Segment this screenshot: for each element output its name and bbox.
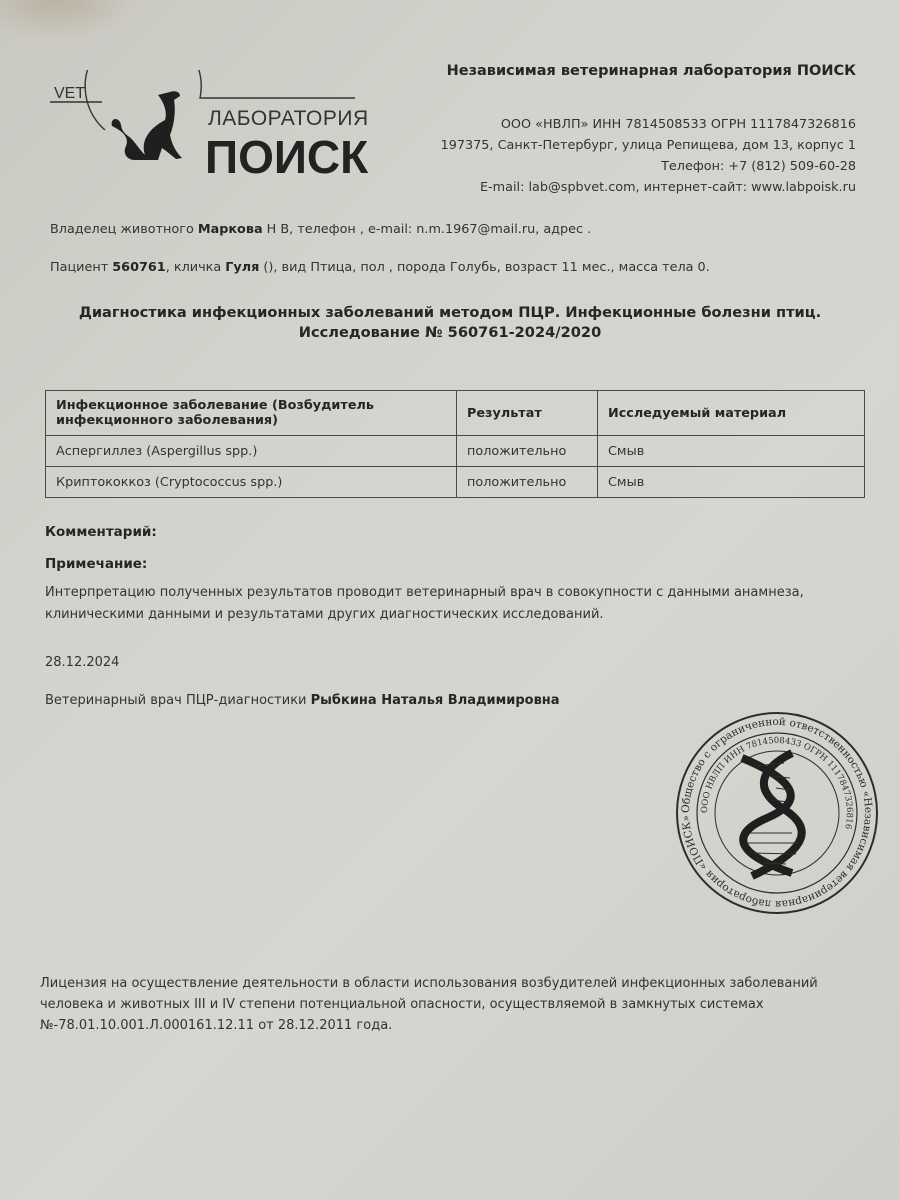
heading-line-1: Диагностика инфекционных заболеваний методом ПЦР. Инфекционные болезни птиц.	[78, 304, 822, 321]
patient-label: Пациент	[50, 260, 113, 275]
logo-name: ПОИСК	[205, 131, 369, 183]
lab-contacts: E-mail: lab@spbvet.com, интернет-сайт: www.labpoisk.ru	[479, 180, 856, 195]
doctor-line	[45, 693, 560, 708]
cell-disease: Криптококкоз (Cryptococcus spp.)	[46, 467, 457, 498]
patient-nick-label: , кличка	[165, 260, 226, 275]
lab-info	[441, 114, 856, 198]
paper-shadow	[0, 0, 140, 40]
lab-logo	[50, 70, 370, 190]
lab-address: 197375, Санкт-Петербург, улица Репищева, дом 13, корпус 1	[440, 138, 856, 153]
note-text: Интерпретацию полученных результатов проводит ветеринарный врач в совокупности с данными анамнеза, клиническими данными и результатами других диагностических исследований.	[45, 585, 804, 622]
owner-name: Маркова	[197, 222, 263, 237]
heading-line-2: Исследование № 560761-2024/2020	[298, 324, 602, 341]
lab-stamp	[672, 708, 882, 918]
cell-result: положительно	[457, 436, 598, 467]
lab-phone: Телефон: +7 (812) 509-60-28	[661, 159, 856, 174]
cell-result: положительно	[457, 467, 598, 498]
header-disease: Инфекционное заболевание (Возбудитель инфекционного заболевания)	[46, 391, 457, 436]
owner-label: Владелец животного	[50, 222, 198, 237]
lab-company: ООО «НВЛП» ИНН 7814508533 ОГРН 1117847326816	[500, 117, 856, 132]
stamp-outer-textpath: Общество с ограниченной ответственностью «Независимая ветеринарная лаборатория «ПОИСК»	[679, 715, 875, 911]
dog-icon	[112, 91, 182, 160]
patient-id: 560761	[112, 260, 166, 275]
table-header-row	[46, 391, 865, 436]
doctor-label: Ветеринарный врач ПЦР-диагностики	[45, 693, 311, 708]
document-heading	[0, 303, 900, 343]
doctor-name: Рыбкина Наталья Владимировна	[310, 693, 560, 708]
table-row	[46, 436, 865, 467]
header-result: Результат	[457, 391, 598, 436]
patient-line	[50, 260, 710, 275]
header-material: Исследуемый материал	[598, 391, 865, 436]
cell-disease: Аспергиллез (Aspergillus spp.)	[46, 436, 457, 467]
patient-nick: Гуля	[225, 260, 260, 275]
owner-details: Н В, телефон , e-mail: n.m.1967@mail.ru, адрес .	[262, 222, 592, 237]
lab-title: Независимая ветеринарная лаборатория ПОИСК	[446, 63, 856, 79]
note-label: Примечание:	[45, 556, 148, 572]
license-text: Лицензия на осуществление деятельности в области использования возбудителей инфекционных заболеваний человека и животных III и IV степени потенциальной опасности, осуществляемой в замкнутых системах №-78.01.10.001.Л.000161.12.11 от 28.12.2011 года.	[40, 976, 818, 1033]
stamp-inner-textpath: ООО НВЛП ИНН 7814508433 ОГРН 1117847326816	[699, 735, 855, 830]
comment-label: Комментарий:	[45, 524, 157, 540]
results-table	[45, 390, 865, 498]
logo-laboratory: ЛАБОРАТОРИЯ	[208, 107, 369, 130]
cell-material: Смыв	[598, 467, 865, 498]
patient-details: (), вид Птица, пол , порода Голубь, возраст 11 мес., масса тела 0.	[259, 260, 710, 275]
logo-vet: VET	[54, 85, 86, 102]
dna-icon	[742, 753, 802, 876]
report-date: 28.12.2024	[45, 655, 120, 670]
owner-line	[50, 222, 591, 237]
cell-material: Смыв	[598, 436, 865, 467]
table-row	[46, 467, 865, 498]
